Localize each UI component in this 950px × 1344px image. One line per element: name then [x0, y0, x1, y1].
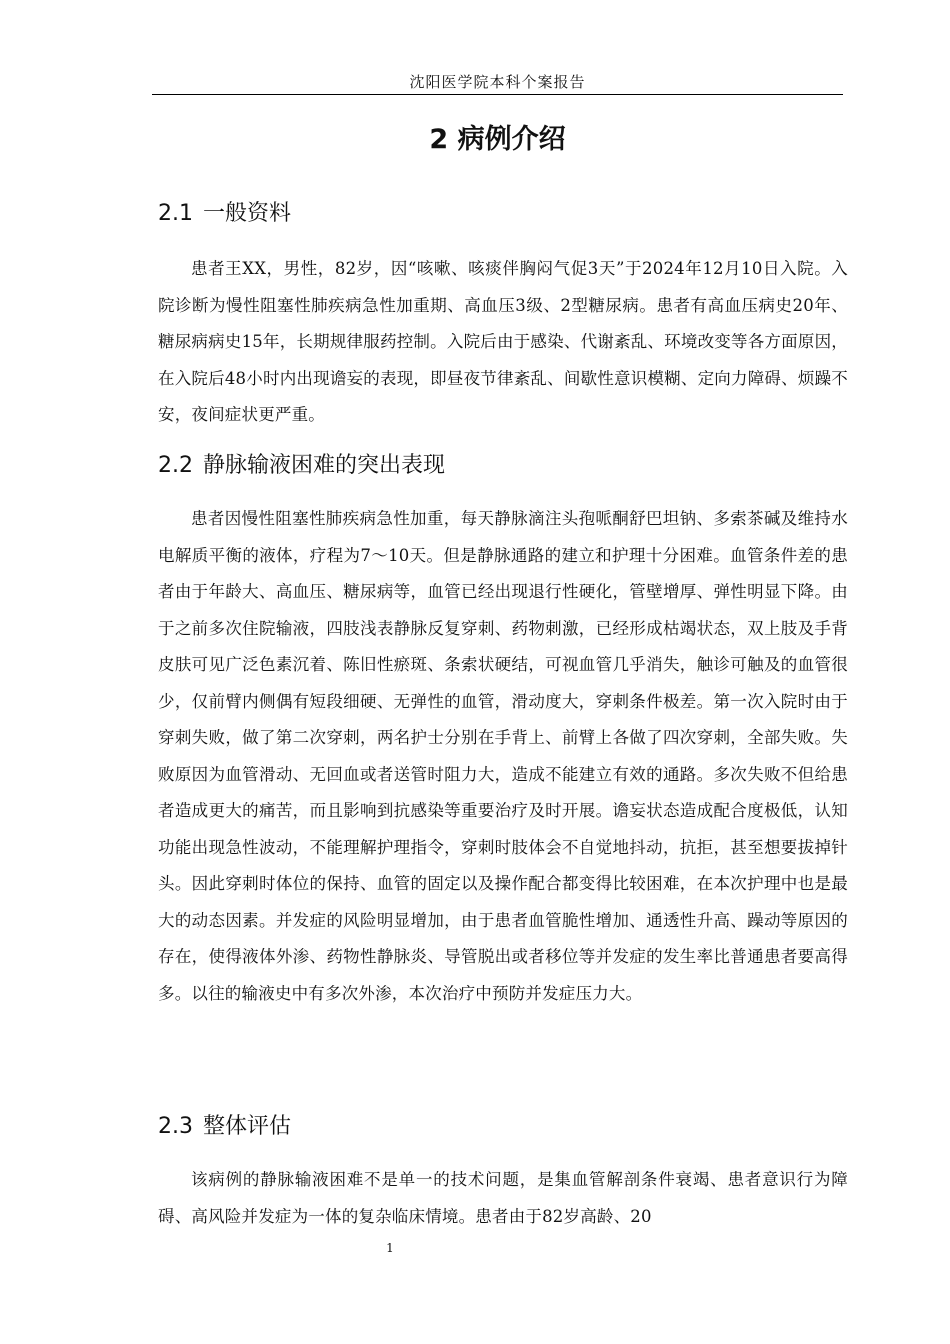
section-heading-overall-assessment	[158, 1109, 291, 1145]
section-title-text: 整体评估	[203, 1114, 292, 1139]
chapter-title: 2 病例介绍	[429, 124, 566, 155]
section-heading-iv-difficulty	[158, 448, 445, 484]
section-title-text: 一般资料	[203, 201, 292, 226]
paragraph-iv-difficulty: 患者因慢性阻塞性肺疾病急性加重，每天静脉滴注头孢哌酮舒巴坦钠、多索茶碱及维持水电解质平衡的液体，疗程为7～10天。但是静脉通路的建立和护理十分困难。血管条件差的患者由于年龄大、高血压、糖尿病等，血管已经出现退行性硬化，管壁增厚、弹性明显下降。由于之前多次住院输液，四肢浅表静脉反复穿刺、药物刺激，已经形成枯竭状态，双上肢及手背皮肤可见广泛色素沉着、陈旧性瘀斑、条索状硬结，可视血管几乎消失，触诊可触及的血管很少，仅前臂内侧偶有短段细硬、无弹性的血管，滑动度大，穿刺条件极差。第一次入院时由于穿刺失败，做了第二次穿刺，两名护士分别在手背上、前臂上各做了四次穿刺，全部失败。失败原因为血管滑动、无回血或者送管时阻力大，造成不能建立有效的通路。多次失败不但给患者造成更大的痛苦，而且影响到抗感染等重要治疗及时开展。谵妄状态造成配合度极低，认知功能出现急性波动，不能理解护理指令，穿刺时肢体会不自觉地抖动，抗拒，甚至想要拔掉针头。因此穿刺时体位的保持、血管的固定以及操作配合都变得比较困难，在本次护理中也是最大的动态因素。并发症的风险明显增加，由于患者血管脆性增加、通透性升高、躁动等原因的存在，使得液体外渗、药物性静脉炎、导管脱出或者移位等并发症的发生率比普通患者要高得多。以往的输液史中有多次外渗，本次治疗中预防并发症压力大。	[158, 509, 848, 1003]
section-number: 2.3	[158, 1114, 193, 1139]
page-number: 1	[386, 1241, 394, 1255]
section-number: 2.1	[158, 201, 193, 226]
section-title-text: 静脉输液困难的突出表现	[203, 453, 446, 478]
section-heading-general-info	[158, 196, 291, 232]
paragraph-overall-assessment: 该病例的静脉输液困难不是单一的技术问题，是集血管解剖条件衰竭、患者意识行为障碍、高风险并发症为一体的复杂临床情境。患者由于82岁高龄、20	[158, 1170, 848, 1226]
paragraph-general-info: 患者王XX，男性，82岁，因“咳嗽、咳痰伴胸闷气促3天”于2024年12月10日入院。入院诊断为慢性阻塞性肺疾病急性加重期、高血压3级、2型糖尿病。患者有高血压病史20年、糖尿病病史15年，长期规律服药控制。入院后由于感染、代谢紊乱、环境改变等各方面原因，在入院后48小时内出现谵妄的表现，即昼夜节律紊乱、间歇性意识模糊、定向力障碍、烦躁不安，夜间症状更严重。	[158, 259, 848, 424]
section-number: 2.2	[158, 453, 193, 478]
page-header: 沈阳医学院本科个案报告	[152, 70, 843, 95]
